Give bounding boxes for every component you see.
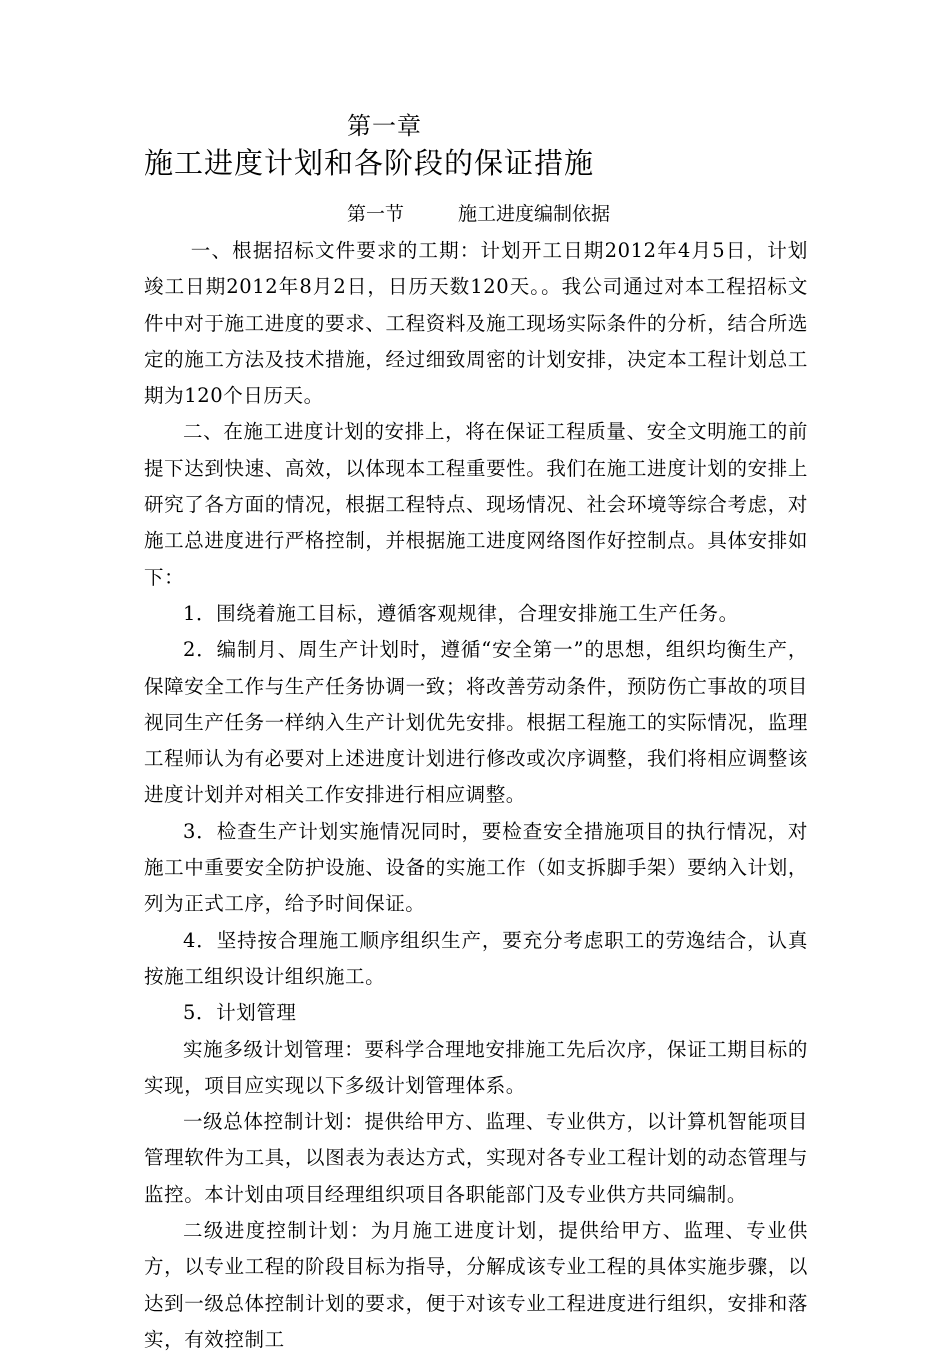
paragraph: 实施多级计划管理：要科学合理地安排施工先后次序，保证工期目标的实现，项目应实现以下多级计划管理体系。: [144, 1037, 808, 1097]
section-number: 第一节: [347, 203, 405, 225]
paragraph: 5．计划管理: [183, 1001, 297, 1025]
paragraph: 一、根据招标文件要求的工期：计划开工日期2012年4月5日，计划竣工日期2012年8月2日，日历天数120天。。我公司通过对本工程招标文件中对于施工进度的要求、工程资料及施工现场实际条件的分析，结合所选定的施工方法及技术措施，经过细致周密的计划安排，决定本工程计划总工期为120个日历天。: [144, 239, 808, 408]
paragraph: 3．检查生产计划实施情况同时，要检查安全措施项目的执行情况，对施工中重要安全防护设施、设备的实施工作（如支拆脚手架）要纳入计划，列为正式工序，给予时间保证。: [144, 819, 808, 916]
paragraph: 二、在施工进度计划的安排上，将在保证工程质量、安全文明施工的前提下达到快速、高效，以体现本工程重要性。我们在施工进度计划的安排上研究了各方面的情况，根据工程特点、现场情况、社会环境等综合考虑，对施工总进度进行严格控制，并根据施工进度网络图作好控制点。具体安排如下：: [144, 420, 808, 589]
section-heading: [347, 201, 610, 227]
paragraph: 二级进度控制计划：为月施工进度计划，提供给甲方、监理、专业供方，以专业工程的阶段目标为指导，分解成该专业工程的具体实施步骤，以达到一级总体控制计划的要求，便于对该专业工程进度进行组织，安排和落实，有效控制工: [144, 1219, 808, 1351]
section-name: 施工进度编制依据: [458, 203, 611, 225]
body-text: [144, 233, 808, 1358]
paragraph: 1．围绕着施工目标，遵循客观规律，合理安排施工生产任务。: [183, 601, 739, 625]
paragraph: 4．坚持按合理施工顺序组织生产，要充分考虑职工的劳逸结合，认真按施工组织设计组织施工。: [144, 928, 808, 988]
paragraph: 2．编制月、周生产计划时，遵循“安全第一”的思想，组织均衡生产，保障安全工作与生产任务协调一致；将改善劳动条件，预防伤亡事故的项目视同生产任务一样纳入生产计划优先安排。根据工程施工的实际情况，监理工程师认为有必要对上述进度计划进行修改或次序调整，我们将相应调整该进度计划并对相关工作安排进行相应调整。: [144, 638, 808, 807]
chapter-heading: 第一章: [347, 112, 422, 140]
paragraph: 一级总体控制计划：提供给甲方、监理、专业供方，以计算机智能项目管理软件为工具，以图表为表达方式，实现对各专业工程计划的动态管理与监控。本计划由项目经理组织项目各职能部门及专业供方共同编制。: [144, 1110, 808, 1206]
page-title: 施工进度计划和各阶段的保证措施: [144, 146, 595, 180]
